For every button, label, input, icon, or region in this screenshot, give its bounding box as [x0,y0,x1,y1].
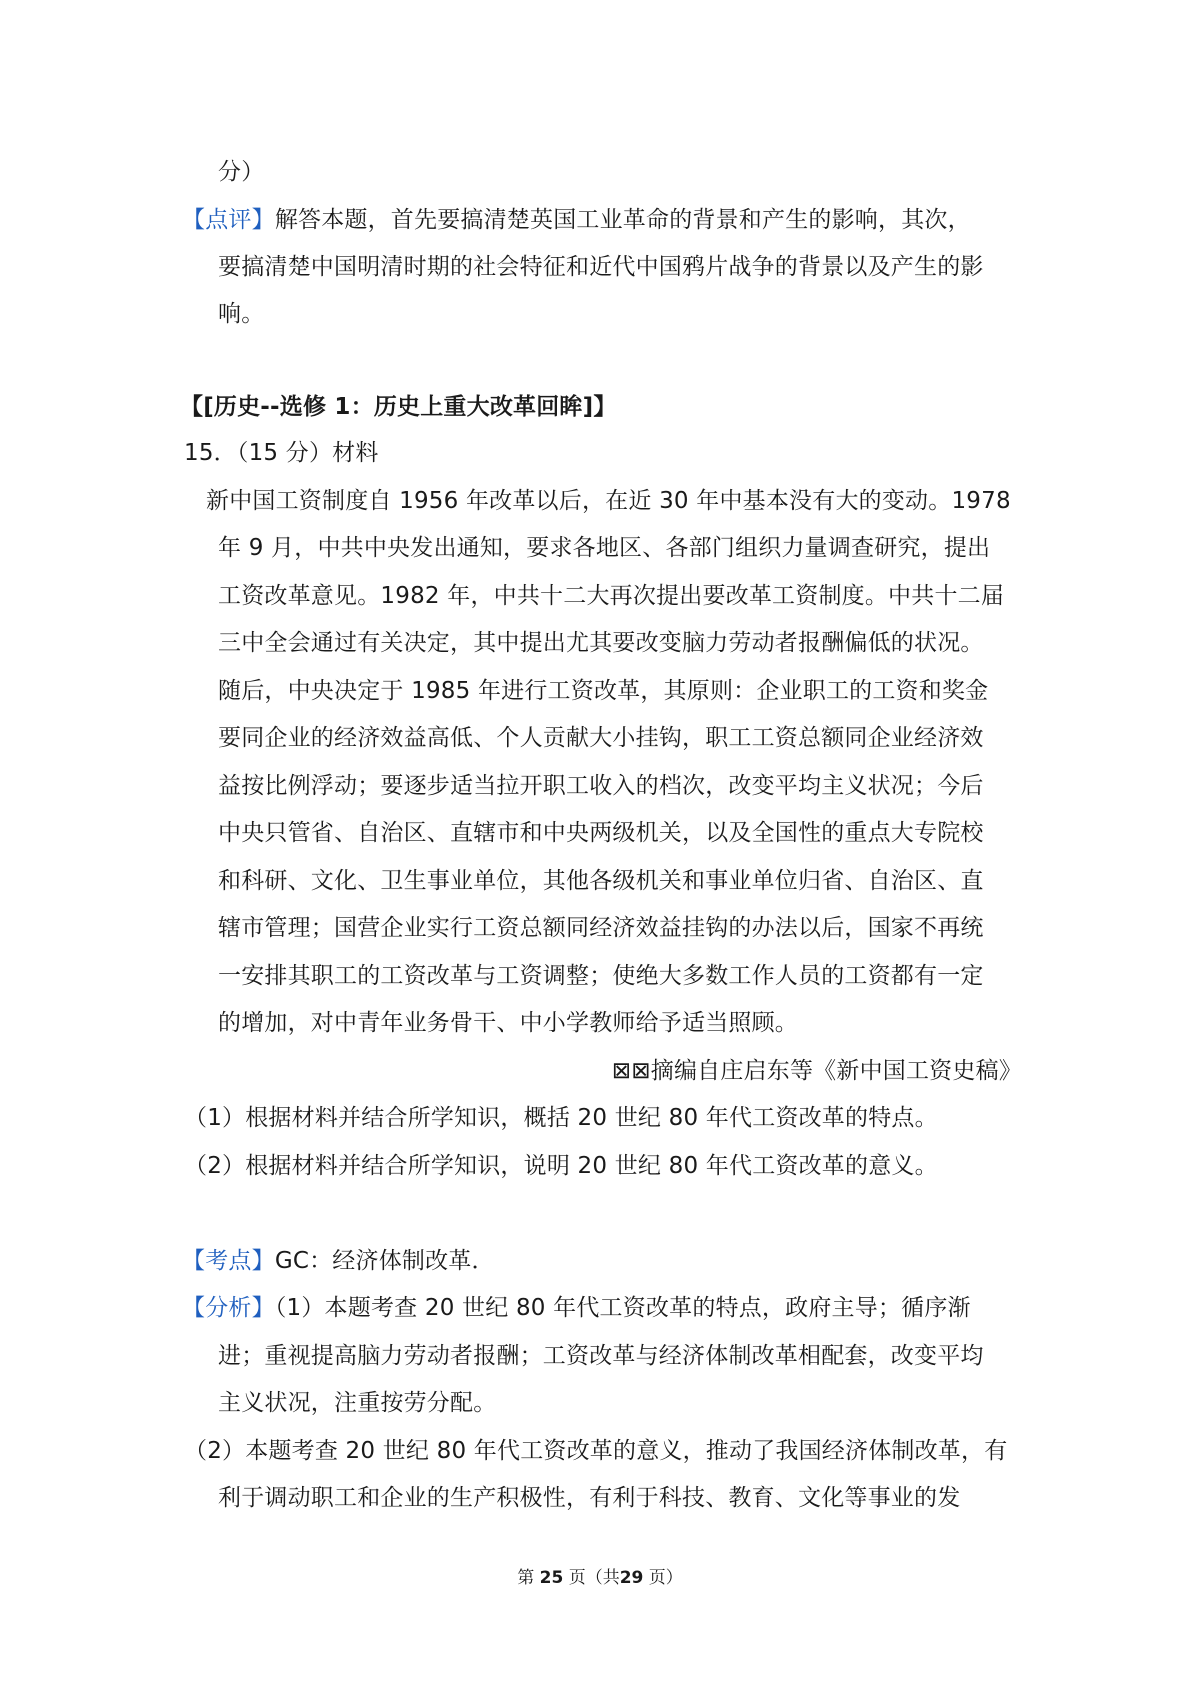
material-source: ⊠⊠摘编自庄启东等《新中国工资史稿》 [611,1058,1022,1084]
material-line-6: 要同企业的经济效益高低、个人贡献大小挂钩，职工工资总额同企业经济效 [218,725,984,751]
footer-middle: 页（共 [568,1568,620,1588]
kaodian-tag: 【考点】 [182,1248,275,1274]
material-line-4: 三中全会通过有关决定，其中提出尤其要改变脑力劳动者报酬偏低的状况。 [218,630,984,656]
fenxi-line-2: 进；重视提高脑力劳动者报酬；工资改革与经济体制改革相配套，改变平均 [218,1343,984,1369]
comment-line-2: 要搞清楚中国明清时期的社会特征和近代中国鸦片战争的背景以及产生的影 [218,254,984,280]
fenxi-part2-line-1: （2）本题考查 20 世纪 80 年代工资改革的意义，推动了我国经济体制改革，有 [184,1438,1008,1464]
question-header: 15．（15 分）材料 [184,440,379,466]
fenxi-first-line [182,1293,971,1323]
page-footer [0,1566,1200,1590]
sub-question-2: （2）根据材料并结合所学知识，说明 20 世纪 80 年代工资改革的意义。 [184,1153,938,1179]
fenxi-line-1: （1）本题考查 20 世纪 80 年代工资改革的特点，政府主导；循序渐 [274,1295,971,1321]
material-line-5: 随后，中央决定于 1985 年进行工资改革，其原则：企业职工的工资和奖金 [218,678,989,704]
footer-page-number: 25 [539,1568,564,1588]
footer-prefix: 第 [517,1568,535,1588]
sub-question-1: （1）根据材料并结合所学知识，概括 20 世纪 80 年代工资改革的特点。 [184,1105,938,1131]
material-line-9: 和科研、文化、卫生事业单位，其他各级机关和事业单位归省、自治区、直 [218,868,984,894]
material-line-3: 工资改革意见。1982 年，中共十二大再次提出要改革工资制度。中共十二届 [218,583,1005,609]
material-line-2: 年 9 月，中共中央发出通知，要求各地区、各部门组织力量调查研究，提出 [218,535,991,561]
kaodian-text: GC：经济体制改革． [274,1248,495,1274]
fenxi-line-3: 主义状况，注重按劳分配。 [218,1390,497,1416]
material-line-11: 一安排其职工的工资改革与工资调整；使绝大多数工作人员的工资都有一定 [218,963,984,989]
material-line-10: 辖市管理；国营企业实行工资总额同经济效益挂钩的办法以后，国家不再统 [218,915,984,941]
comment-line-3: 响。 [218,301,265,327]
kaodian-line [182,1246,495,1276]
footer-total-pages: 29 [619,1568,644,1588]
material-line-1: 新中国工资制度自 1956 年改革以后，在近 30 年中基本没有大的变动。1978 [206,488,1011,514]
footer-suffix: 页） [648,1568,683,1588]
comment-first-line [182,205,971,235]
fenxi-part2-line-2: 利于调动职工和企业的生产积极性，有利于科技、教育、文化等事业的发 [218,1485,961,1511]
material-line-7: 益按比例浮动；要逐步适当拉开职工收入的档次，改变平均主义状况；今后 [218,773,984,799]
fenxi-tag: 【分析】 [182,1295,275,1321]
comment-tag: 【点评】 [182,207,275,233]
continuation-text: 分） [218,159,265,185]
comment-line-1: 解答本题，首先要搞清楚英国工业革命的背景和产生的影响，其次， [274,207,971,233]
material-line-12: 的增加，对中青年业务骨干、中小学教师给予适当照顾。 [218,1010,798,1036]
section-heading: 【[历史--选修 1：历史上重大改革回眸]】 [180,394,617,420]
material-line-8: 中央只管省、自治区、直辖市和中央两级机关，以及全国性的重点大专院校 [218,820,984,846]
